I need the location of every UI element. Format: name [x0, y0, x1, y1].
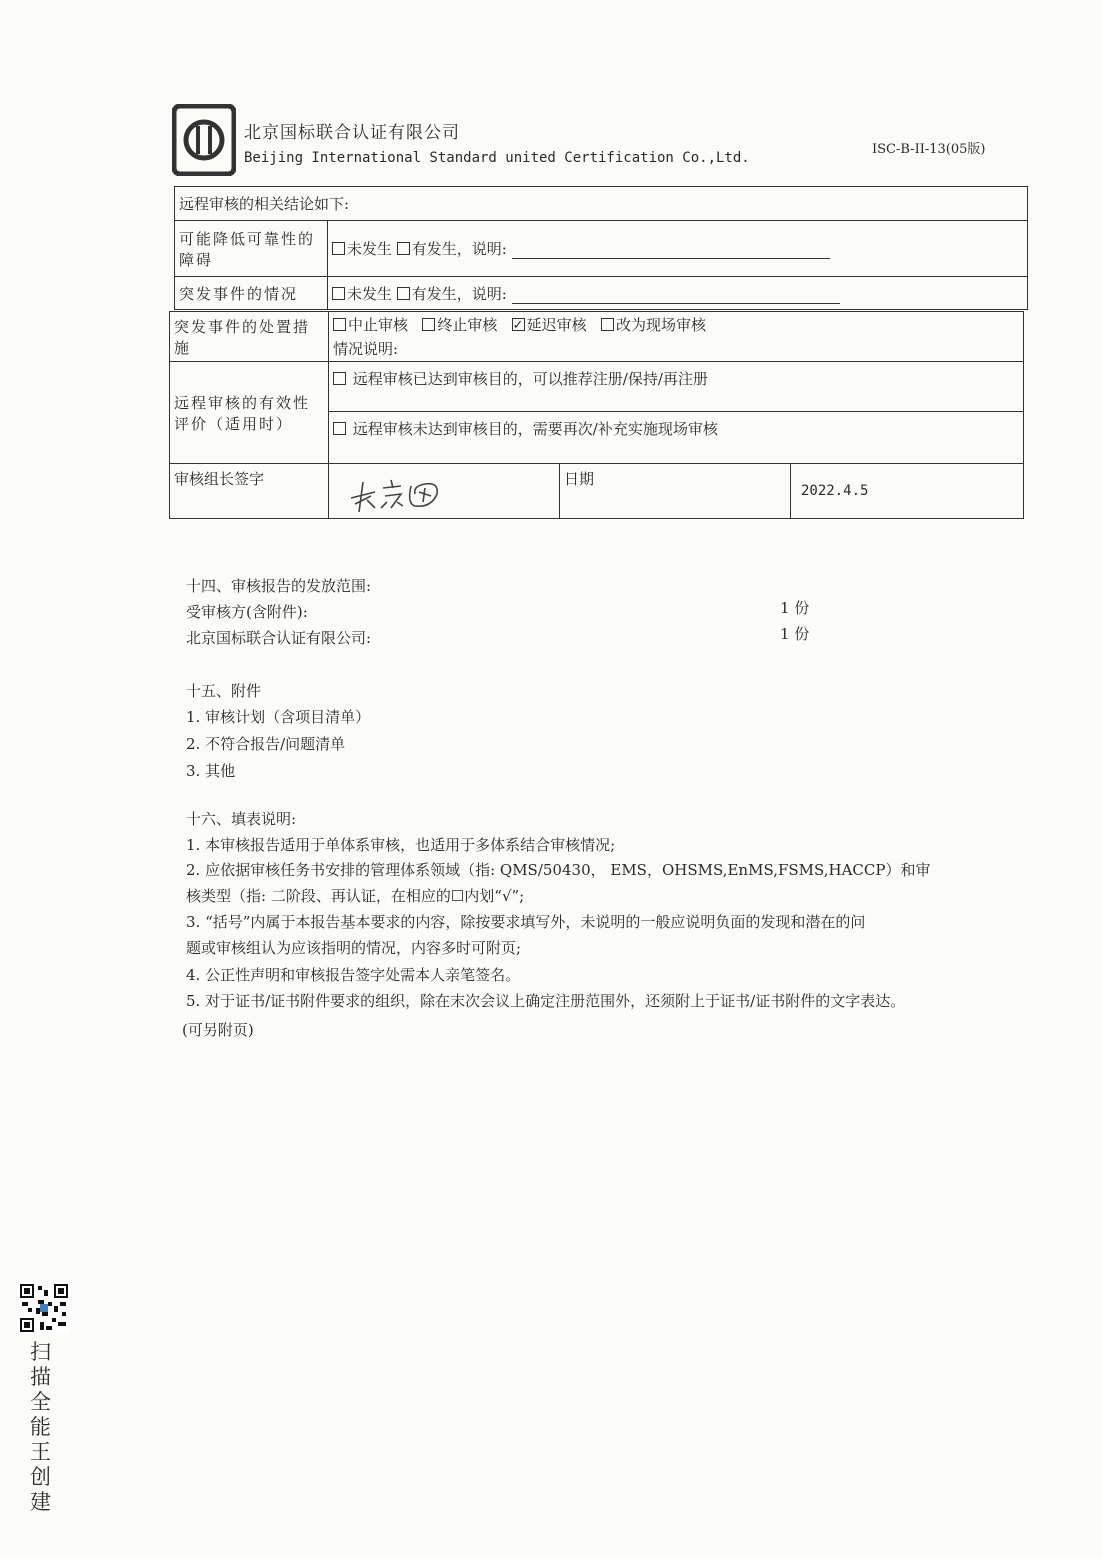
distribution-item-label: 受审核方(含附件):	[186, 603, 308, 621]
attachment-item: 2. 不符合报告/问题清单	[186, 735, 346, 753]
checkbox-occurred[interactable]	[397, 287, 410, 300]
checkbox-postpone[interactable]	[512, 318, 525, 331]
measures-label: 突发事件的处置措施	[170, 312, 329, 362]
checkbox-terminate[interactable]	[422, 318, 435, 331]
instruction-line: 1. 本审核报告适用于单体系审核，也适用于多体系结合审核情况;	[186, 836, 616, 854]
opt-not-occurred: 未发生	[347, 284, 393, 303]
distribution-item-qty: 1 份	[780, 625, 810, 643]
date-label: 日期	[560, 464, 791, 519]
instruction-line: 题或审核组认为应该指明的情况，内容多时可附页;	[186, 939, 522, 957]
validity-label: 远程审核的有效性评价（适用时）	[170, 362, 329, 464]
opt-not-occurred: 未发生	[347, 240, 393, 258]
instruction-line: 5. 对于证书/证书附件要求的组织，除在末次会议上确定注册范围外，还须附上于证书/证书附件的文字表达。	[186, 992, 906, 1010]
attachment-item: 1. 审核计划（含项目清单）	[186, 708, 371, 726]
attachment-item: 3. 其他	[186, 762, 236, 780]
company-name-en: Beijing International Standard united Certification Co.,Ltd.	[244, 150, 750, 166]
distribution-item-label: 北京国标联合认证有限公司:	[186, 629, 372, 647]
checkbox-suspend[interactable]	[333, 318, 346, 331]
opt-occurred: 有发生，说明:	[411, 284, 507, 303]
validity-achieved-text: 远程审核已达到审核目的，可以推荐注册/保持/再注册	[352, 370, 708, 388]
section16-heading: 十六、填表说明:	[186, 810, 297, 828]
validity-option-1	[329, 362, 1024, 412]
incident-label: 突发事件的情况	[175, 277, 328, 310]
conclusion-table-bottom	[169, 311, 1024, 519]
checkbox-not-occurred[interactable]	[332, 242, 345, 255]
section14-heading: 十四、审核报告的发放范围:	[186, 577, 372, 595]
scanner-watermark: 扫描全能王 创建	[30, 1340, 51, 1514]
obstacle-label: 可能降低可靠性的障碍	[175, 221, 328, 277]
table-title: 远程审核的相关结论如下:	[175, 187, 1028, 221]
conclusion-table-top	[174, 186, 1028, 310]
checkbox-occurred[interactable]	[397, 242, 410, 255]
instruction-line: 3. “括号”内属于本报告基本要求的内容，除按要求填写外，未说明的一般应说明负面的发现和潜在的问	[186, 913, 866, 931]
instruction-line: 核类型（指: 二阶段、再认证，在相应的☐内划“√”;	[186, 887, 525, 905]
measure-suspend: 中止审核	[348, 315, 409, 334]
measures-value	[329, 312, 1024, 362]
validity-option-2	[329, 412, 1024, 464]
date-value: 2022.4.5	[791, 464, 1024, 519]
checkbox-validity-achieved[interactable]	[333, 372, 346, 385]
company-name-cn: 北京国标联合认证有限公司	[244, 123, 460, 143]
opt-occurred: 有发生，说明:	[411, 240, 507, 258]
obstacle-value	[328, 221, 1028, 277]
incident-value	[328, 277, 1028, 310]
qr-code-icon[interactable]	[18, 1282, 70, 1334]
section15-heading: 十五、附件	[186, 682, 262, 700]
checkbox-validity-not-achieved[interactable]	[333, 422, 346, 435]
distribution-item-qty: 1 份	[780, 599, 810, 617]
measure-postpone: 延迟审核	[526, 315, 587, 334]
obstacle-blank[interactable]	[512, 258, 830, 259]
handwritten-signature	[345, 474, 445, 514]
checkbox-not-occurred[interactable]	[332, 287, 345, 300]
validity-not-achieved-text: 远程审核未达到审核目的，需要再次/补充实施现场审核	[352, 420, 718, 438]
incident-blank[interactable]	[512, 303, 840, 304]
company-logo	[172, 104, 236, 176]
situation-note: 情况说明:	[333, 339, 399, 358]
instruction-line: 2. 应依据审核任务书安排的管理体系领域（指: QMS/50430， EMS，OHSMS,EnMS,FSMS,HACCP）和审	[186, 861, 931, 879]
instruction-line: 4. 公正性声明和审核报告签字处需本人亲笔签名。	[186, 966, 521, 984]
document-code: ISC-B-II-13(05版)	[872, 142, 986, 157]
instruction-line: (可另附页)	[182, 1021, 254, 1039]
measure-terminate: 终止审核	[437, 315, 498, 334]
leader-label: 审核组长签字	[170, 464, 329, 519]
measure-onsite: 改为现场审核	[615, 315, 706, 334]
checkbox-onsite[interactable]	[601, 318, 614, 331]
